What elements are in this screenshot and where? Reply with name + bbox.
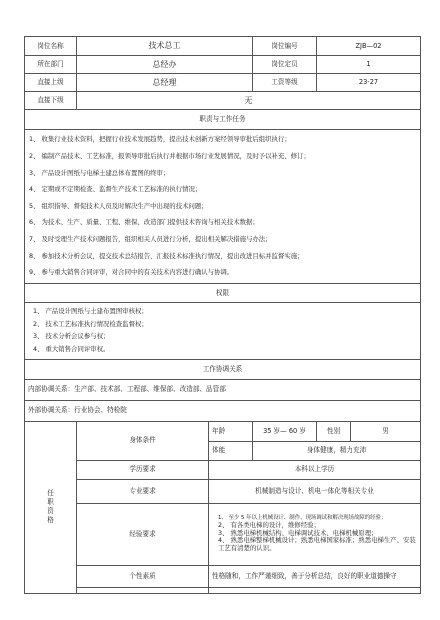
authority-title-row [25, 284, 421, 303]
authority-item: 2、 技术工艺标准执行情况检查监督权； [33, 319, 148, 328]
age-value: 35 岁— 60 岁 [253, 421, 317, 441]
external-coordination-value: 行业协会、特检院 [74, 406, 127, 415]
authority-item: 1、 产品设计图纸与土建布置图审核权； [33, 306, 148, 315]
age-row [25, 421, 421, 441]
major-row [25, 479, 421, 503]
grade-label: 工资等级 [253, 74, 317, 92]
experience-row [25, 503, 421, 565]
experience-item: 1、 至少 5 年以上机械设计、制作、现场调试和解决现场故障的经验； [218, 515, 387, 522]
experience-item: 3、 熟悉电梯机械结构、电梯调试技术、电梯机械原理； [218, 528, 378, 537]
authority-item: 4、 重大销售合同评审权。 [33, 345, 110, 354]
qualification-section-cell [25, 421, 77, 593]
personality-label: 个性素质 [77, 565, 209, 587]
experience-item: 2、 有各类电梯的设计，维修经验； [218, 520, 320, 529]
external-coordination [25, 400, 421, 421]
education-value: 本科以上学历 [209, 460, 421, 479]
duty-item: 3、 产品设计图纸与电梯土建总体布置图的终审； [29, 168, 170, 177]
duty-item: 6、 为技术、生产、质量、工程、维保、改造部门提供技术咨询与相关技术数据； [29, 218, 259, 227]
superior-label: 直接上级 [25, 74, 77, 92]
position-name-value: 技术总工 [77, 37, 253, 56]
header-row-1 [25, 37, 421, 56]
job-description-table [24, 36, 421, 594]
duty-item: 4、 定期或不定期检查、监督生产技术工艺标准的执行情况； [29, 185, 202, 194]
age-label: 年龄 [209, 421, 253, 441]
position-name-label: 岗位名称 [25, 37, 77, 56]
subordinate-value: 无 [77, 92, 421, 110]
authority-list [25, 303, 421, 359]
duties-title-row [25, 110, 421, 130]
coordination-title: 工作协调关系 [25, 359, 421, 379]
fitness-label: 体能 [209, 441, 253, 460]
experience-label: 经验要求 [77, 503, 209, 565]
internal-coordination [25, 379, 421, 400]
authority-title: 权限 [25, 284, 421, 303]
duties-title: 职责与工作任务 [25, 110, 421, 130]
external-coordination-label: 外部协调关系： [28, 406, 75, 415]
internal-coordination-value: 生产部、技术部、工程部、维保部、改造部、品管部 [74, 385, 226, 394]
position-code-label: 岗位编号 [253, 37, 317, 56]
header-row-2 [25, 56, 421, 74]
major-label: 专业要求 [77, 479, 209, 503]
header-row-4 [25, 92, 421, 110]
experience-item: 4、 熟悉电梯整梯机械设计；熟悉电梯国家标准；熟悉电梯生产、安装工艺有清楚的认识。 [218, 536, 416, 552]
superior-value: 总经理 [77, 74, 253, 92]
authority-list-row [25, 303, 421, 359]
bottom-spacer-row [25, 587, 421, 593]
personality-row [25, 565, 421, 587]
authority-item: 3、 技术分析会议参与权； [33, 332, 110, 341]
gender-value: 男 [351, 421, 421, 441]
internal-coordination-label: 内部协调关系： [28, 385, 75, 394]
duty-item: 1、 收集行业技术资料，把握行业技术发展趋势，提出技术创新方案经领导审批后组织执行； [29, 135, 291, 144]
education-row [25, 460, 421, 479]
bottom-spacer-cell [209, 587, 421, 593]
experience-value [209, 503, 421, 565]
duties-list [25, 130, 421, 284]
header-row-3 [25, 74, 421, 92]
bottom-spacer-cell [77, 587, 209, 593]
major-value: 机械制造与设计、机电一体化等相关专业 [209, 479, 421, 503]
duty-item: 2、 编制产品技术、工艺标准，报领导审批后执行并根据市场行业发展情况，及时予以补充、修订； [29, 152, 310, 161]
fitness-value: 身体健康，精力充沛 [253, 441, 421, 460]
subordinate-label: 直接下级 [25, 92, 77, 110]
duty-item: 5、 组织指导、督促技术人员及时解决生产中出现的技术问题； [29, 201, 208, 210]
body-condition-label: 身体条件 [77, 421, 209, 460]
gender-label: 性别 [317, 421, 351, 441]
internal-coordination-row [25, 379, 421, 400]
duty-item: 7、 及时受理生产技术问题报告，组织相关人员进行分析，提出相关解决措施与办法； [29, 235, 272, 244]
department-label: 所在部门 [25, 56, 77, 74]
duty-item: 8、 参加技术分析会议，提交技术总结报告，汇报技术标准执行情况，提出改进目标并监督实施； [29, 251, 304, 260]
coordination-title-row [25, 359, 421, 379]
education-label: 学历要求 [77, 460, 209, 479]
external-coordination-row [25, 400, 421, 421]
qualification-section-label: 任 职 资 格 [47, 489, 54, 524]
headcount-label: 岗位定员 [253, 56, 317, 74]
duties-list-row [25, 130, 421, 284]
department-value: 总经办 [77, 56, 253, 74]
duty-item: 9、 参与重大销售合同评审，对合同中的有关技术内容进行确认与协调。 [29, 268, 234, 277]
position-code-value: ZJB—02 [317, 37, 421, 56]
personality-value: 性格随和，工作严谨细致，善于分析总结，良好的职业道德操守 [209, 565, 421, 587]
headcount-value: 1 [317, 56, 421, 74]
grade-value: 23-27 [317, 74, 421, 92]
